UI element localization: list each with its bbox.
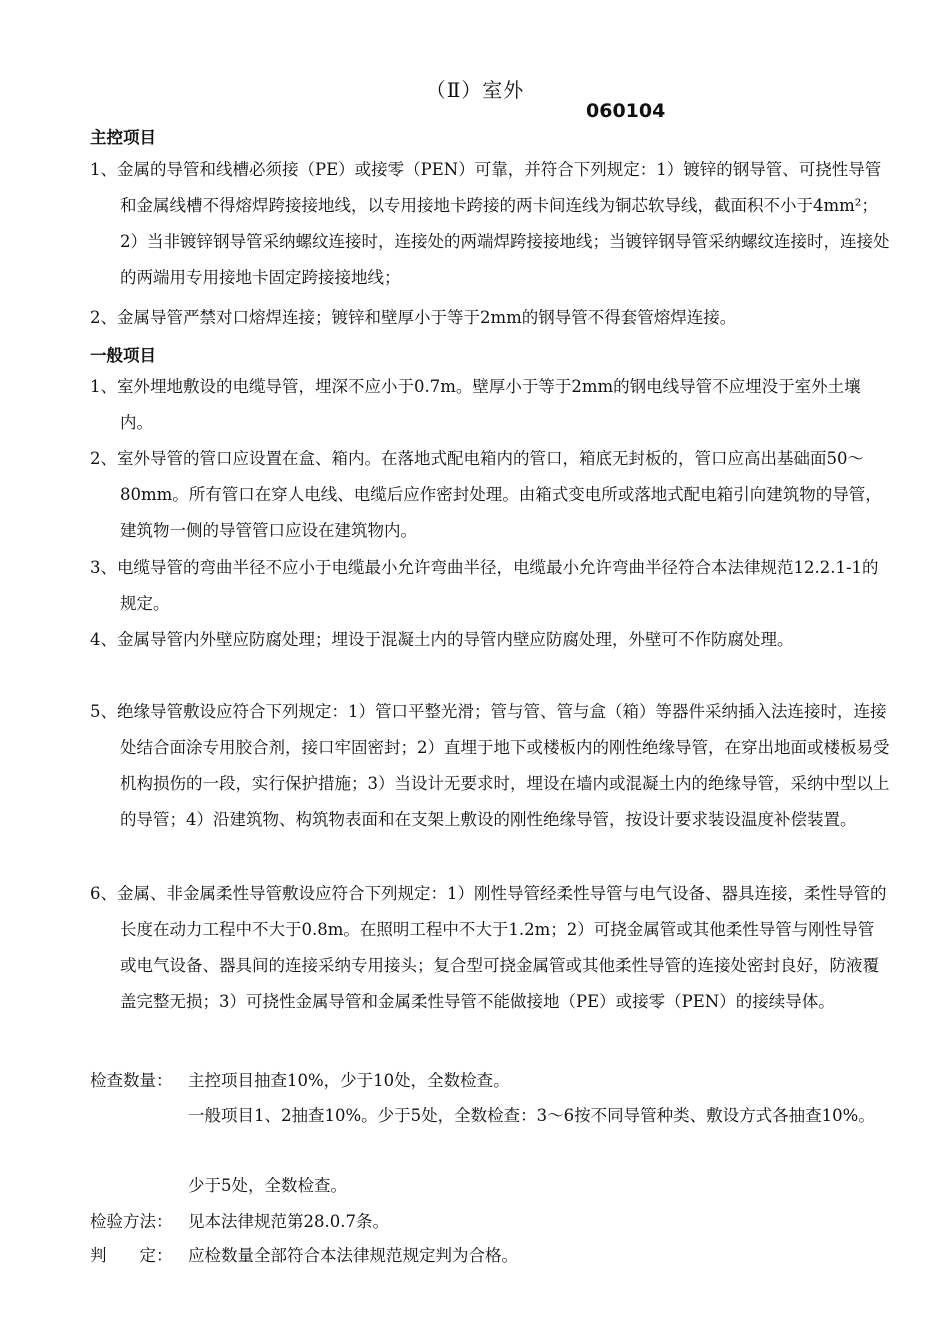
method-text: 见本法律规范第28.0.7条。 <box>188 1212 389 1231</box>
judgement-label: 判 定： <box>90 1246 173 1265</box>
main-control-heading: 主控项目 <box>90 128 156 147</box>
general-item-6: 6、金属、非金属柔性导管敷设应符合下列规定：1）刚性导管经柔性导管与电气设备、器具连接，柔性导管的长度在动力工程中不大于0.8m。在照明工程中不大于1.2m；2）可挠金属管或其他柔性导管与刚性导管或电气设备、器具间的连接采纳专用接头；复合型可挠金属管或其他柔性导管的连接处密封良好，防液覆盖完整无损；3）可挠性金属导管和金属柔性导管不能做接地（PE）或接零（PEN）的接续导体。 <box>90 884 887 1011</box>
general-heading: 一般项目 <box>90 346 156 365</box>
inspection-label: 检查数量： <box>90 1071 173 1090</box>
general-item-1: 1、室外埋地敷设的电缆导管，埋深不应小于0.7m。壁厚小于等于2mm的钢电线导管不应埋没于室外土壤内。 <box>90 377 861 432</box>
general-item-3: 3、电缆导管的弯曲半径不应小于电缆最小允许弯曲半径，电缆最小允许弯曲半径符合本法律规范12.2.1-1的规定。 <box>90 558 879 613</box>
section-code: 060104 <box>586 100 666 122</box>
general-item-5: 5、绝缘导管敷设应符合下列规定：1）管口平整光滑；管与管、管与盒（箱）等器件采纳插入法连接时，连接处结合面涂专用胶合剂，接口牢固密封；2）直埋于地下或楼板内的刚性绝缘导管，在穿出地面或楼板易受机构损伤的一段，实行保护措施；3）当设计无要求时，埋设在墙内或混凝土内的绝缘导管，采纳中型以上的导管；4）沿建筑物、构筑物表面和在支架上敷设的刚性绝缘导管，按设计要求装设温度补偿装置。 <box>90 702 890 829</box>
inspection-line-2: 一般项目1、2抽查10%。少于5处，全数检查：3～6按不同导管种类、敷设方式各抽查10%。 <box>188 1106 875 1125</box>
section-title: （Ⅱ）室外 <box>425 78 525 102</box>
judgement-text: 应检数量全部符合本法律规范规定判为合格。 <box>188 1246 518 1265</box>
inspection-line-3: 少于5处，全数检查。 <box>188 1176 347 1195</box>
general-item-2: 2、室外导管的管口应设置在盒、箱内。在落地式配电箱内的管口，箱底无封板的，管口应高出基础面50～80mm。所有管口在穿人电线、电缆后应作密封处理。由箱式变电所或落地式配电箱引向建筑物的导管，建筑物一侧的导管管口应设在建筑物内。 <box>90 449 882 540</box>
main-item-2: 2、金属导管严禁对口熔焊连接；镀锌和壁厚小于等于2mm的钢导管不得套管熔焊连接。 <box>90 308 737 327</box>
main-item-1: 1、金属的导管和线槽必须接（PE）或接零（PEN）可靠，并符合下列规定：1）镀锌的钢导管、可挠性导管和金属线槽不得熔焊跨接接地线，以专用接地卡跨接的两卡间连线为铜芯软导线，截面积不小于4mm²；2）当非镀锌钢导管采纳螺纹连接时，连接处的两端焊跨接接地线；当镀锌钢导管采纳螺纹连接时，连接处的两端用专用接地卡固定跨接接地线； <box>90 160 890 287</box>
inspection-line-1: 主控项目抽查10%，少于10处，全数检查。 <box>188 1071 510 1090</box>
general-item-4: 4、金属导管内外壁应防腐处理；埋设于混凝土内的导管内壁应防腐处理，外壁可不作防腐处理。 <box>90 630 794 649</box>
method-label: 检验方法： <box>90 1212 173 1231</box>
